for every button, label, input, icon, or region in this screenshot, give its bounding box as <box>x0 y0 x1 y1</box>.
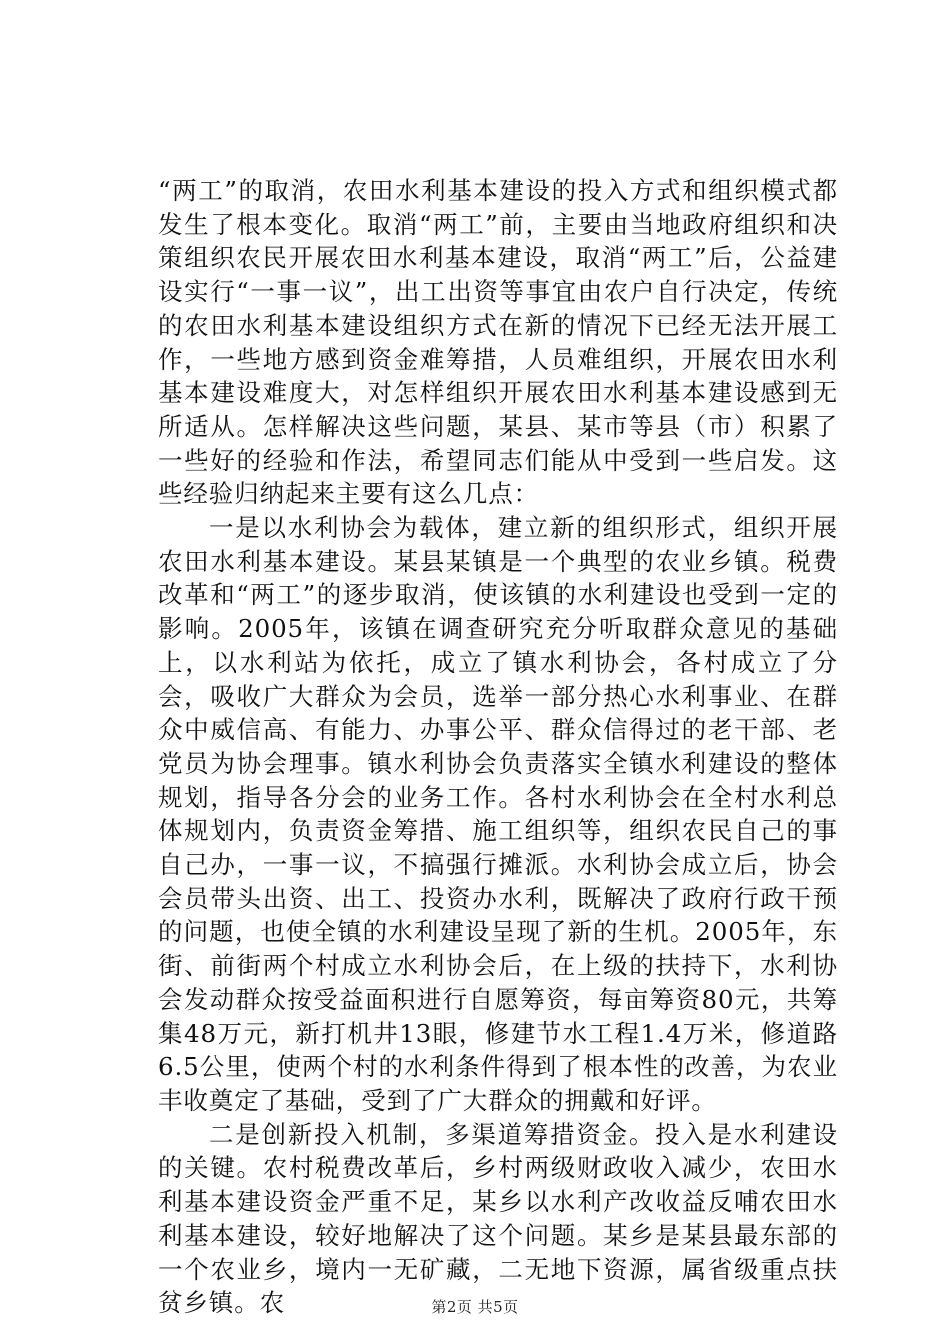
page-footer <box>0 1297 950 1317</box>
page-number-label: 第2页 共5页 <box>431 1298 519 1316</box>
body-text <box>158 174 838 1320</box>
paragraph-intro: “两工”的取消，农田水利基本建设的投入方式和组织模式都发生了根本变化。取消“两工”前，主要由当地政府组织和决策组织农民开展农田水利基本建设，取消“两工”后，公益建设实行“一事一议”，出工出资等事宜由农户自行决定，传统的农田水利基本建设组织方式在新的情况下已经无法开展工作，一些地方感到资金难筹措，人员难组织，开展农田水利基本建设难度大，对怎样组织开展农田水利基本建设感到无所适从。怎样解决这些问题，某县、某市等县（市）积累了一些好的经验和作法，希望同志们能从中受到一些启发。这些经验归纳起来主要有这么几点： <box>158 176 838 509</box>
paragraph-point-two: 二是创新投入机制，多渠道筹措资金。投入是水利建设的关键。农村税费改革后，乡村两级财政收入减少，农田水利基本建设资金严重不足，某乡以水利产改收益反哺农田水利基本建设，较好地解决了这个问题。某乡是某县最东部的一个农业乡，境内一无矿藏，二无地下资源，属省级重点扶贫乡镇。农 <box>158 1119 838 1318</box>
paragraph-point-one: 一是以水利协会为载体，建立新的组织形式，组织开展农田水利基本建设。某县某镇是一个典型的农业乡镇。税费改革和“两工”的逐步取消，使该镇的水利建设也受到一定的影响。2005年，该镇在调查研究充分听取群众意见的基础上，以水利站为依托，成立了镇水利协会，各村成立了分会，吸收广大群众为会员，选举一部分热心水利事业、在群众中威信高、有能力、办事公平、群众信得过的老干部、老党员为协会理事。镇水利协会负责落实全镇水利建设的整体规划，指导各分会的业务工作。各村水利协会在全村水利总体规划内，负责资金筹措、施工组织等，组织农民自己的事自己办，一事一议，不搞强行摊派。水利协会成立后，协会会员带头出资、出工、投资办水利，既解决了政府行政干预的问题，也使全镇的水利建设呈现了新的生机。2005年，东街、前街两个村成立水利协会后，在上级的扶持下，水利协会发动群众按受益面积进行自愿筹资，每亩筹资80元，共筹集48万元，新打机井13眼，修建节水工程1.4万米，修道路6.5公里，使两个村的水利条件得到了根本性的改善，为农业丰收奠定了基础，受到了广大群众的拥戴和好评。 <box>158 513 838 1115</box>
